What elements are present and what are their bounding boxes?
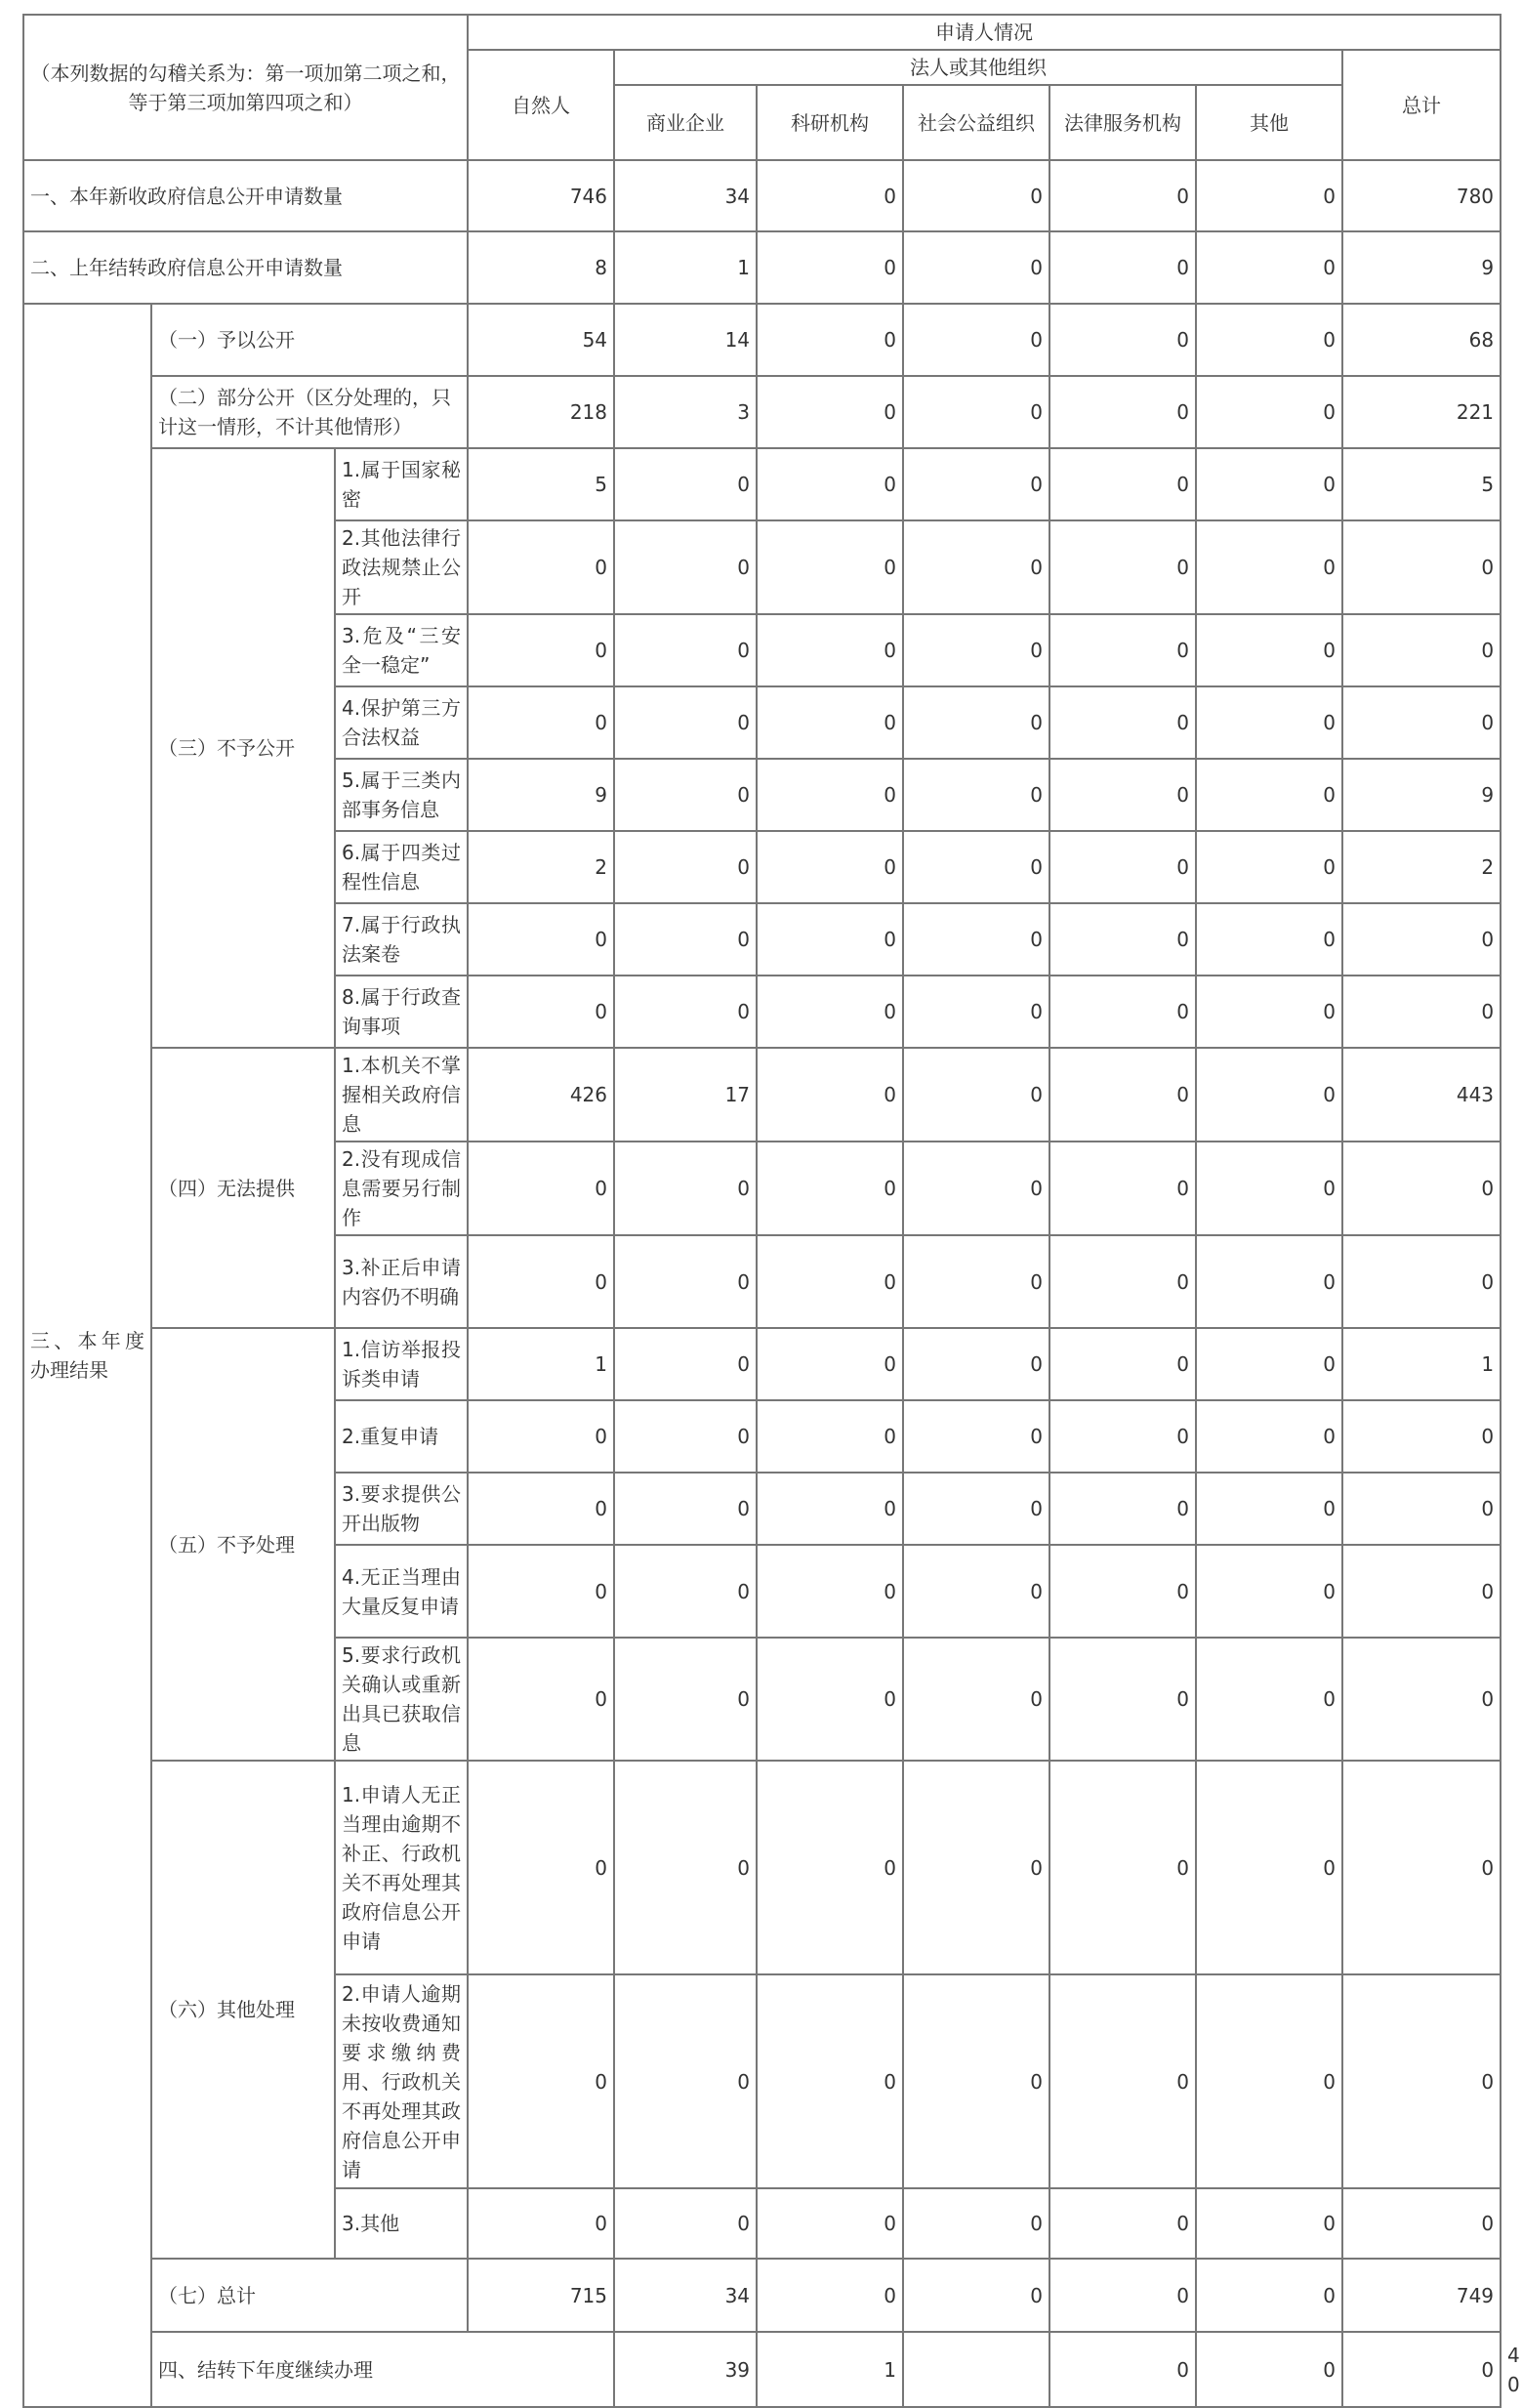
research-header: 科研机构 — [757, 85, 903, 160]
cell: 0 — [903, 160, 1049, 231]
cell: 0 — [757, 520, 903, 614]
cell: 0 — [903, 976, 1049, 1048]
cell: 0 — [1196, 831, 1342, 903]
cell: 0 — [757, 1545, 903, 1638]
row-label: 7.属于行政执法案卷 — [335, 903, 468, 976]
cell: 5 — [1342, 448, 1501, 520]
section-three-label: 三、本年度办理结果 — [23, 304, 151, 2407]
cell: 17 — [614, 1048, 757, 1142]
cell: 0 — [1196, 304, 1342, 376]
cell: 0 — [614, 831, 757, 903]
cell: 0 — [1049, 1761, 1196, 1974]
cell: 0 — [1049, 759, 1196, 831]
cell: 0 — [468, 1638, 614, 1761]
cell: 0 — [903, 1638, 1049, 1761]
cell: 0 — [1049, 1974, 1196, 2188]
cell: 0 — [903, 686, 1049, 759]
table-row — [23, 376, 1501, 448]
cell: 2 — [1342, 831, 1501, 903]
table-note: （本列数据的勾稽关系为：第一项加第二项之和，等于第三项加第四项之和） — [23, 15, 468, 160]
cell: 8 — [468, 231, 614, 304]
cell: 0 — [1196, 976, 1342, 1048]
cell: 0 — [614, 1328, 757, 1400]
row-label: 8.属于行政查询事项 — [335, 976, 468, 1048]
cell: 0 — [468, 520, 614, 614]
cell: 5 — [468, 448, 614, 520]
cell: 0 — [757, 1638, 903, 1761]
cell: 0 — [1049, 903, 1196, 976]
cell: 0 — [468, 1545, 614, 1638]
row-label: 1.属于国家秘密 — [335, 448, 468, 520]
cell: 0 — [614, 686, 757, 759]
cell: 0 — [757, 1235, 903, 1328]
cell: 0 — [1342, 614, 1501, 686]
cell: 0 — [468, 1142, 614, 1235]
cell: 0 — [757, 1761, 903, 1974]
cell: 0 — [468, 903, 614, 976]
cell: 749 — [1342, 2259, 1501, 2332]
cell: 0 — [1049, 1473, 1196, 1545]
table-row — [23, 304, 1501, 376]
row-label: （二）部分公开（区分处理的，只计这一情形，不计其他情形） — [151, 376, 468, 448]
cell: 0 — [1196, 2259, 1342, 2332]
cell: 0 — [468, 2188, 614, 2259]
cell: 0 — [1049, 376, 1196, 448]
cell: 34 — [614, 2259, 757, 2332]
table-row — [23, 160, 1501, 231]
cell: 0 — [903, 831, 1049, 903]
cell: 0 — [903, 1473, 1049, 1545]
cell: 0 — [614, 2188, 757, 2259]
cell: 0 — [1342, 1142, 1501, 1235]
cell: 746 — [468, 160, 614, 231]
row-label: 2.申请人逾期未按收费通知要求缴纳费用、行政机关不再处理其政府信息公开申请 — [335, 1974, 468, 2188]
cell: 34 — [614, 160, 757, 231]
cell: 0 — [1196, 614, 1342, 686]
cell: 0 — [757, 448, 903, 520]
cell: 0 — [1342, 686, 1501, 759]
cell: 9 — [1342, 759, 1501, 831]
cell: 0 — [1196, 448, 1342, 520]
table-row — [23, 2259, 1501, 2332]
row-label: （一）予以公开 — [151, 304, 468, 376]
cell: 0 — [903, 2259, 1049, 2332]
cell: 0 — [1342, 1473, 1501, 1545]
cell: 39 — [614, 2332, 757, 2407]
cell: 0 — [468, 1235, 614, 1328]
cell: 0 — [1196, 1638, 1342, 1761]
row-label: 2.重复申请 — [335, 1400, 468, 1473]
cell: 0 — [1049, 614, 1196, 686]
cell: 0 — [1196, 160, 1342, 231]
cell: 0 — [1049, 2259, 1196, 2332]
cell: 426 — [468, 1048, 614, 1142]
cell: 0 — [1342, 1761, 1501, 1974]
cell: 0 — [1049, 520, 1196, 614]
cell: 0 — [1196, 903, 1342, 976]
cell: 0 — [903, 1761, 1049, 1974]
cell: 0 — [1342, 2332, 1501, 2407]
cell: 0 — [903, 1545, 1049, 1638]
cell: 54 — [468, 304, 614, 376]
cell: 1 — [468, 1328, 614, 1400]
natural-person-header: 自然人 — [468, 50, 614, 160]
table-row — [23, 1328, 1501, 1400]
row-label: 4.保护第三方合法权益 — [335, 686, 468, 759]
cell: 0 — [903, 1048, 1049, 1142]
cell: 1 — [614, 231, 757, 304]
cell: 0 — [757, 614, 903, 686]
cell: 0 — [1049, 1638, 1196, 1761]
cell: 2 — [468, 831, 614, 903]
cell: 0 — [468, 1974, 614, 2188]
cell: 0 — [757, 903, 903, 976]
cell: 0 — [1196, 1142, 1342, 1235]
cell: 0 — [1196, 759, 1342, 831]
cell: 0 — [1196, 1400, 1342, 1473]
cell: 0 — [614, 1142, 757, 1235]
cell: 0 — [1342, 1235, 1501, 1328]
total-header: 总计 — [1342, 50, 1501, 160]
cell: 0 — [468, 1473, 614, 1545]
cell: 0 — [1196, 1545, 1342, 1638]
cell: 0 — [614, 1473, 757, 1545]
cell: 0 — [1049, 1400, 1196, 1473]
cell: 0 — [1196, 1048, 1342, 1142]
cell: 0 — [1342, 1400, 1501, 1473]
cell: 9 — [1342, 231, 1501, 304]
cell: 0 — [1196, 376, 1342, 448]
cell: 0 — [1049, 1545, 1196, 1638]
cell: 1 — [757, 2332, 903, 2407]
row-label: 3.其他 — [335, 2188, 468, 2259]
cell: 0 — [757, 1473, 903, 1545]
cell: 0 — [757, 231, 903, 304]
cell: 0 — [757, 976, 903, 1048]
cell: 0 — [903, 520, 1049, 614]
cell: 0 — [757, 1974, 903, 2188]
cell: 0 — [1342, 1974, 1501, 2188]
table-row — [23, 231, 1501, 304]
cell: 0 — [1049, 304, 1196, 376]
cell: 0 — [1196, 1473, 1342, 1545]
row-label: 3.补正后申请内容仍不明确 — [335, 1235, 468, 1328]
cell: 0 — [468, 614, 614, 686]
cell: 0 — [1196, 2188, 1342, 2259]
group-label: （三）不予公开 — [151, 448, 335, 1048]
cell: 0 — [903, 304, 1049, 376]
cell: 0 — [1342, 520, 1501, 614]
cell: 0 — [757, 2259, 903, 2332]
cell: 0 — [1196, 1235, 1342, 1328]
cell: 0 — [757, 686, 903, 759]
cell: 0 — [757, 304, 903, 376]
row-label: 1.信访举报投诉类申请 — [335, 1328, 468, 1400]
cell: 0 — [903, 1400, 1049, 1473]
cell: 443 — [1342, 1048, 1501, 1142]
row-label: 5.属于三类内部事务信息 — [335, 759, 468, 831]
cell: 0 — [614, 759, 757, 831]
cell: 0 — [757, 376, 903, 448]
cell: 0 — [757, 2188, 903, 2259]
cell: 0 — [1049, 2332, 1196, 2407]
cell: 0 — [1342, 1545, 1501, 1638]
social-header: 社会公益组织 — [903, 85, 1049, 160]
cell: 0 — [1196, 1761, 1342, 1974]
cell: 0 — [468, 976, 614, 1048]
cell: 0 — [614, 448, 757, 520]
cell: 0 — [903, 448, 1049, 520]
cell: 0 — [1196, 2332, 1342, 2407]
cell: 0 — [903, 903, 1049, 976]
row-label: （七）总计 — [151, 2259, 468, 2332]
group-label: （四）无法提供 — [151, 1048, 335, 1328]
cell: 0 — [903, 2188, 1049, 2259]
cell: 0 — [614, 1400, 757, 1473]
cell: 715 — [468, 2259, 614, 2332]
group-label: （六）其他处理 — [151, 1761, 335, 2259]
cell: 0 — [1049, 231, 1196, 304]
cell: 0 — [903, 759, 1049, 831]
law-header: 法律服务机构 — [1049, 85, 1196, 160]
cell: 0 — [1049, 976, 1196, 1048]
cell: 0 — [614, 1761, 757, 1974]
cell: 0 — [614, 614, 757, 686]
cell: 0 — [1049, 2188, 1196, 2259]
cell: 68 — [1342, 304, 1501, 376]
other-header: 其他 — [1196, 85, 1342, 160]
cell: 0 — [614, 1545, 757, 1638]
commercial-header: 商业企业 — [614, 85, 757, 160]
cell: 0 — [1049, 1048, 1196, 1142]
row-label: 二、上年结转政府信息公开申请数量 — [23, 231, 468, 304]
row-label: 一、本年新收政府信息公开申请数量 — [23, 160, 468, 231]
cell: 0 — [1049, 160, 1196, 231]
cell: 0 — [1196, 231, 1342, 304]
cell: 0 — [757, 1048, 903, 1142]
row-label: 1.本机关不掌握相关政府信息 — [335, 1048, 468, 1142]
row-label: 2.其他法律行政法规禁止公开 — [335, 520, 468, 614]
cell: 0 — [1342, 2188, 1501, 2259]
table-row — [23, 1048, 1501, 1142]
cell: 0 — [903, 376, 1049, 448]
cell: 0 — [614, 1235, 757, 1328]
cell: 14 — [614, 304, 757, 376]
cell: 0 — [1049, 448, 1196, 520]
cell: 0 — [903, 1974, 1049, 2188]
cell: 0 — [757, 759, 903, 831]
cell: 0 — [614, 520, 757, 614]
cell: 0 — [1196, 520, 1342, 614]
cell — [903, 2332, 1049, 2407]
table-row: 四、结转下年度继续办理 39 1 0 0 0 40 — [23, 2332, 1501, 2407]
cell: 0 — [757, 160, 903, 231]
cell: 0 — [903, 1328, 1049, 1400]
cell: 0 — [1049, 1328, 1196, 1400]
row-label: 6.属于四类过程性信息 — [335, 831, 468, 903]
cell: 0 — [757, 831, 903, 903]
cell: 0 — [468, 1400, 614, 1473]
cell: 0 — [614, 1974, 757, 2188]
cell: 0 — [1196, 686, 1342, 759]
cell: 0 — [1342, 976, 1501, 1048]
cell: 0 — [1342, 903, 1501, 976]
cell: 0 — [1196, 1328, 1342, 1400]
cell: 221 — [1342, 376, 1501, 448]
cell: 0 — [614, 903, 757, 976]
row-label: 四、结转下年度继续办理 — [151, 2332, 614, 2407]
cell: 0 — [1049, 831, 1196, 903]
cell: 0 — [757, 1328, 903, 1400]
cell: 0 — [468, 1761, 614, 1974]
cell: 0 — [614, 1638, 757, 1761]
cell: 0 — [903, 614, 1049, 686]
row-label: 4.无正当理由大量反复申请 — [335, 1545, 468, 1638]
applicant-header: 申请人情况 — [468, 15, 1501, 50]
cell: 0 — [1049, 686, 1196, 759]
row-label: 3.要求提供公开出版物 — [335, 1473, 468, 1545]
cell: 0 — [903, 1235, 1049, 1328]
cell: 0 — [1196, 1974, 1342, 2188]
cell: 3 — [614, 376, 757, 448]
row-label: 2.没有现成信息需要另行制作 — [335, 1142, 468, 1235]
cell: 0 — [757, 1400, 903, 1473]
cell: 0 — [614, 976, 757, 1048]
cell: 0 — [903, 231, 1049, 304]
statistics-table — [22, 14, 1520, 2408]
row-label: 5.要求行政机关确认或重新出具已获取信息 — [335, 1638, 468, 1761]
table-row — [23, 448, 1501, 520]
cell: 218 — [468, 376, 614, 448]
cell: 780 — [1342, 160, 1501, 231]
table-row — [23, 1761, 1501, 1974]
cell: 1 — [1342, 1328, 1501, 1400]
cell: 0 — [1342, 1638, 1501, 1761]
cell: 9 — [468, 759, 614, 831]
cell: 0 — [1049, 1142, 1196, 1235]
cell: 0 — [1049, 1235, 1196, 1328]
group-label: （五）不予处理 — [151, 1328, 335, 1761]
cell: 0 — [468, 686, 614, 759]
cell: 0 — [903, 1142, 1049, 1235]
row-label: 3.危及“三安全一稳定” — [335, 614, 468, 686]
cell: 0 — [757, 1142, 903, 1235]
row-label: 1.申请人无正当理由逾期不补正、行政机关不再处理其政府信息公开申请 — [335, 1761, 468, 1974]
legal-person-header: 法人或其他组织 — [614, 50, 1342, 85]
